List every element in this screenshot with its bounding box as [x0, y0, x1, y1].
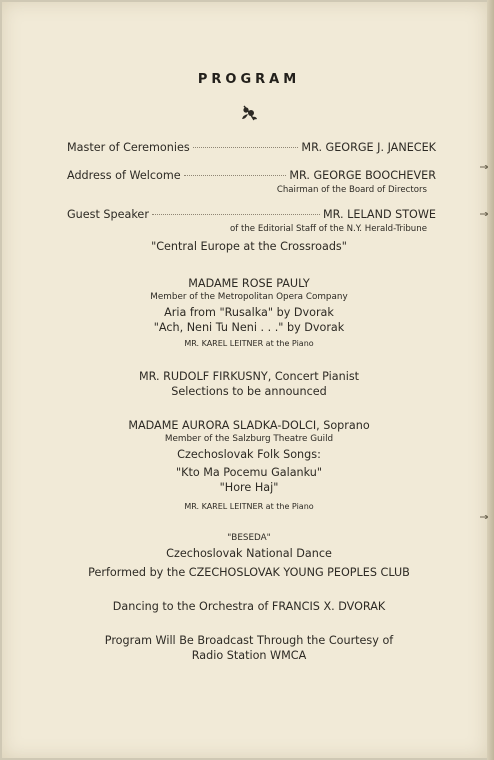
- dancing-line: Dancing to the Orchestra of FRANCIS X. DVORAK: [112, 600, 386, 613]
- sladka-song-2: "Hore Haj": [219, 481, 279, 494]
- broadcast-line-2: Radio Station WMCA: [191, 649, 307, 662]
- page-edge: [487, 0, 494, 760]
- master-label: Master of Ceremonies: [67, 141, 190, 154]
- sladka-songs-heading: Czechoslovak Folk Songs:: [177, 448, 321, 461]
- binding-mark-icon: [480, 212, 488, 216]
- binding-mark-icon: [480, 515, 488, 519]
- beseda-subtitle: Czechoslovak National Dance: [166, 547, 332, 560]
- speaker-name: MR. LELAND STOWE: [323, 208, 436, 221]
- firkusny-note: Selections to be announced: [171, 385, 327, 398]
- master-of-ceremonies-row: [67, 141, 436, 154]
- welcome-label: Address of Welcome: [67, 169, 181, 182]
- pauly-affiliation: Member of the Metropolitan Opera Company: [150, 292, 348, 302]
- sladka-affiliation: Member of the Salzburg Theatre Guild: [164, 434, 334, 444]
- beseda-title: "BESEDA": [227, 533, 271, 543]
- flower-ornament-icon: [238, 102, 260, 124]
- binding-mark-icon: [480, 165, 488, 169]
- sladka-song-1: "Kto Ma Pocemu Galanku": [175, 466, 323, 479]
- speaker-topic: "Central Europe at the Crossroads": [151, 240, 347, 253]
- welcome-note: Chairman of the Board of Directors: [276, 185, 427, 195]
- program-title: PROGRAM: [197, 72, 301, 87]
- pauly-piece-2: "Ach, Neni Tu Neni . . ." by Dvorak: [153, 321, 345, 334]
- leader-dots: [184, 175, 287, 176]
- sladka-name: MADAME AURORA SLADKA-DOLCI, Soprano: [128, 419, 370, 432]
- sladka-piano: MR. KAREL LEITNER at the Piano: [184, 502, 314, 511]
- pauly-piece-1: Aria from "Rusalka" by Dvorak: [164, 306, 334, 319]
- program-page: [2, 2, 487, 758]
- leader-dots: [152, 214, 320, 215]
- speaker-row: [67, 208, 436, 221]
- beseda-performer: Performed by the CZECHOSLOVAK YOUNG PEOPLES CLUB: [88, 566, 410, 579]
- leader-dots: [193, 147, 299, 148]
- welcome-row: [67, 169, 436, 182]
- pauly-name: MADAME ROSE PAULY: [188, 277, 310, 290]
- broadcast-line-1: Program Will Be Broadcast Through the Courtesy of: [104, 634, 394, 647]
- master-name: MR. GEORGE J. JANECEK: [301, 141, 436, 154]
- pauly-piano: MR. KAREL LEITNER at the Piano: [184, 339, 314, 348]
- speaker-label: Guest Speaker: [67, 208, 149, 221]
- firkusny-name: MR. RUDOLF FIRKUSNY, Concert Pianist: [138, 370, 360, 383]
- welcome-name: MR. GEORGE BOOCHEVER: [289, 169, 436, 182]
- speaker-note: of the Editorial Staff of the N.Y. Herald-Tribune: [229, 224, 427, 234]
